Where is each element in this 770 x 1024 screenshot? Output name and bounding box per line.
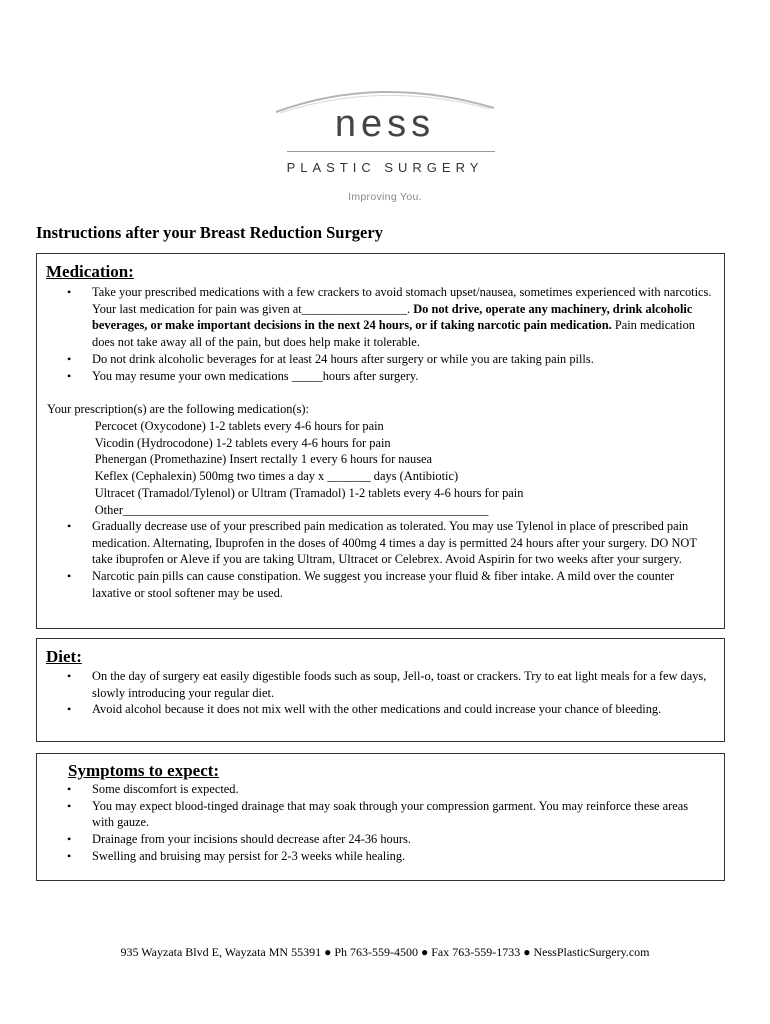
diet-list xyxy=(37,668,720,718)
page-title: Instructions after your Breast Reduction Surgery xyxy=(36,223,383,242)
list-item: • On the day of surgery eat easily digestible foods such as soup, Jell-o, toast or crackers. Try to eat light meals for a few days, slowly introducing your regular diet. xyxy=(37,668,720,701)
list-item xyxy=(37,284,722,351)
prescription-intro: Your prescription(s) are the following medication(s): xyxy=(47,402,309,416)
ness-logo xyxy=(0,0,770,215)
logo-subtitle: PLASTIC SURGERY xyxy=(286,160,484,175)
prescription-option[interactable]: Phenergan (Promethazine) Insert rectally 1 every 6 hours for nausea xyxy=(82,452,420,467)
symptoms-section xyxy=(36,753,725,881)
logo-divider xyxy=(287,150,495,153)
list-item: • Some discomfort is expected. xyxy=(37,781,712,798)
bullet1-warning: Do not drive, operate any machinery, drink alcoholic beverages, or make important decisions in the next 24 hours, or if taking narcotic pain medication. xyxy=(92,301,693,333)
list-item: • Narcotic pain pills can cause constipation. We suggest you increase your fluid & fiber intake. A mild over the counter laxative or stool softener may be used. xyxy=(37,568,712,601)
list-item: • You may resume your own medications _____hours after surgery. xyxy=(37,368,722,385)
symptoms-heading: Symptoms to expect: xyxy=(68,761,220,780)
logo-tagline: Improving You. xyxy=(348,191,422,203)
medication-list-bottom xyxy=(37,518,712,602)
medication-list-top xyxy=(37,284,722,384)
list-item: • Swelling and bruising may persist for 2-3 weeks while healing. xyxy=(37,848,712,865)
symptoms-list xyxy=(37,781,712,865)
list-item: • Gradually decrease use of your prescribed pain medication as tolerated. You may use Tylenol in place of prescribed pain medication. Alternating, Ibuprofen in the doses of 400mg 4 times a day is permitted 24 hours after your surgery. DO NOT take ibuprofen or Aleve if you are taking Ultram, Ultracet or Celebrex. Avoid Aspirin for two weeks after your surgery. xyxy=(37,518,712,568)
list-item: • Avoid alcohol because it does not mix well with the other medications and could increase your chance of bleeding. xyxy=(37,701,720,718)
prescription-list xyxy=(82,418,523,518)
bullet1-text: Take your prescribed medications with a few crackers to avoid stomach upset/nausea, sometimes experienced with narcotics. Your last medication for pain was given at_________________. xyxy=(92,285,712,316)
list-item: • Do not drink alcoholic beverages for at least 24 hours after surgery or while you are taking pain pills. xyxy=(37,351,722,368)
prescription-option[interactable]: Other___________________________________________________________ xyxy=(82,502,476,517)
list-item: • You may expect blood-tinged drainage that may soak through your compression garment. You may reinforce these areas with gauze. xyxy=(37,798,712,831)
diet-heading: Diet: xyxy=(46,647,82,666)
logo-wordmark: ness xyxy=(334,103,436,145)
prescription-option[interactable]: Percocet (Oxycodone) 1-2 tablets every 4-6 hours for pain xyxy=(82,419,372,433)
medication-section xyxy=(36,253,725,629)
bullet1-text-end: Pain medication does not take away all of the pain, but does help make it tolerable. xyxy=(92,318,695,350)
diet-section xyxy=(36,638,725,742)
prescription-option[interactable]: Ultracet (Tramadol/Tylenol) or Ultram (Tramadol) 1-2 tablets every 4-6 hours for pain xyxy=(82,485,511,500)
footer-contact: 935 Wayzata Blvd E, Wayzata MN 55391 ● Ph 763-559-4500 ● Fax 763-559-1733 ● NessPlasticSurgery.com xyxy=(120,945,650,959)
medication-heading: Medication: xyxy=(46,262,134,281)
prescription-option[interactable]: Vicodin (Hydrocodone) 1-2 tablets every 4-6 hours for pain xyxy=(82,435,378,450)
prescription-option[interactable]: Keflex (Cephalexin) 500mg two times a day x _______ days (Antibiotic) xyxy=(82,469,446,484)
list-item: • Drainage from your incisions should decrease after 24-36 hours. xyxy=(37,831,712,848)
